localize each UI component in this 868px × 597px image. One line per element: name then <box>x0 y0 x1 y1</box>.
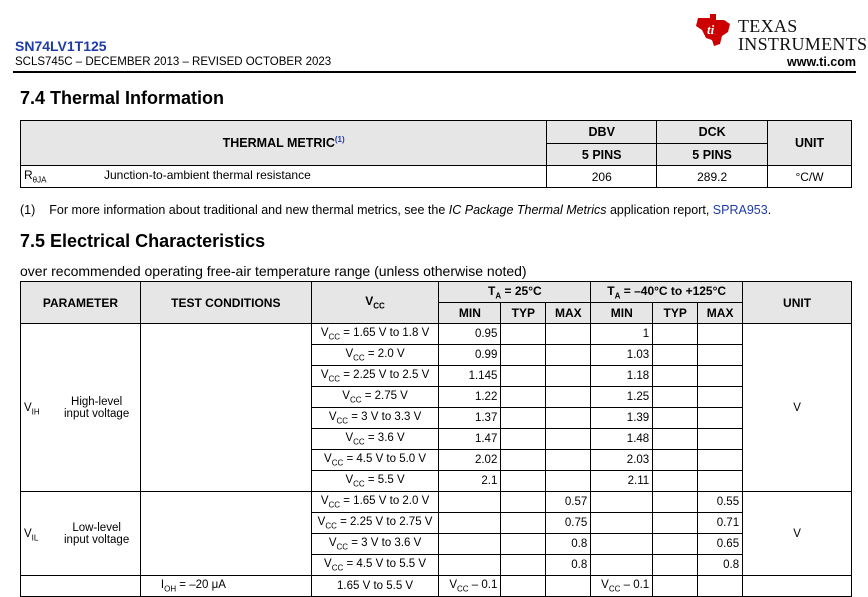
vil-conditions-cell <box>140 492 311 576</box>
typ-25c-cell <box>501 429 546 450</box>
max-ext-cell: 0.71 <box>698 513 743 534</box>
typ-25c-cell <box>501 555 546 576</box>
vcc-header: $V_{CC}$ <box>311 282 439 324</box>
test-conditions-header: TEST CONDITIONS <box>140 282 311 324</box>
logo-text-texas: TEXAS <box>738 16 798 36</box>
max-25c-cell <box>546 345 591 366</box>
min-ext-cell: 2.11 <box>591 471 653 492</box>
vih-unit-cell: V <box>743 324 852 492</box>
max-ext-cell <box>698 408 743 429</box>
max-25c-cell <box>546 366 591 387</box>
typ-25c-cell <box>501 471 546 492</box>
max-header-ext: MAX <box>698 303 743 324</box>
thermal-param-cell: $R_{\theta JA}$ Junction-to-ambient thermal resistance <box>21 166 547 188</box>
max-25c-cell: 0.8 <box>546 555 591 576</box>
partial-typext-cell <box>653 576 698 597</box>
min-25c-cell <box>439 534 501 555</box>
min-ext-cell: 1 <box>591 324 653 345</box>
min-25c-cell: 1.22 <box>439 387 501 408</box>
electrical-table <box>20 281 852 597</box>
max-25c-cell <box>546 471 591 492</box>
max-ext-cell <box>698 366 743 387</box>
website-url[interactable]: www.ti.com <box>787 55 856 69</box>
vil-param-cell <box>21 492 141 576</box>
logo-text-instruments: INSTRUMENTS <box>738 34 868 54</box>
min-header-ext: MIN <box>591 303 653 324</box>
param-header: PARAMETER <box>21 282 141 324</box>
typ-ext-cell <box>653 324 698 345</box>
max-ext-cell: 0.8 <box>698 555 743 576</box>
vcc-condition-cell: $V_{CC} = 2.25$ V to 2.75 V <box>311 513 439 534</box>
typ-header-ext: TYP <box>653 303 698 324</box>
vih-param-cell <box>21 324 141 492</box>
min-ext-cell: 1.48 <box>591 429 653 450</box>
typ-25c-cell <box>501 387 546 408</box>
typ-ext-cell <box>653 471 698 492</box>
max-ext-cell <box>698 471 743 492</box>
thermal-footnote: (1) For more information about traditional and new thermal metrics, see the IC Package Thermal Metrics application report, SPRA953. <box>20 203 772 217</box>
thermal-unit-header: UNIT <box>768 121 852 166</box>
max-ext-cell <box>698 324 743 345</box>
partial-cond-cell: $I_{OH} = -20$ μA <box>140 576 311 597</box>
thermal-metric-header: THERMAL METRIC$^{(1)}$ <box>21 121 547 166</box>
vih-symbol: $V_{IH}$ <box>24 401 40 416</box>
min-25c-cell <box>439 555 501 576</box>
min-ext-cell <box>591 534 653 555</box>
max-25c-cell <box>546 450 591 471</box>
vcc-condition-cell: $V_{CC} = 2.75$ V <box>311 387 439 408</box>
vil-unit-cell: V <box>743 492 852 576</box>
vcc-condition-cell: $V_{CC} = 1.65$ V to 1.8 V <box>311 324 439 345</box>
elec-unit-header: UNIT <box>743 282 852 324</box>
vih-conditions-cell <box>140 324 311 492</box>
min-25c-cell: 0.95 <box>439 324 501 345</box>
typ-25c-cell <box>501 534 546 555</box>
footnote-link[interactable]: (1) <box>334 135 345 145</box>
max-25c-cell: 0.57 <box>546 492 591 513</box>
spra953-link[interactable]: SPRA953 <box>712 203 768 217</box>
typ-ext-cell <box>653 345 698 366</box>
max-header: MAX <box>546 303 591 324</box>
vih-description: High-level input voltage <box>64 395 130 420</box>
partial-maxext-cell <box>698 576 743 597</box>
vil-description: Low-level input voltage <box>64 521 130 546</box>
max-25c-cell <box>546 408 591 429</box>
min-ext-cell: 1.25 <box>591 387 653 408</box>
vcc-condition-cell: $V_{CC} = 4.5$ V to 5.5 V <box>311 555 439 576</box>
max-ext-cell <box>698 387 743 408</box>
typ-25c-cell <box>501 345 546 366</box>
table-row <box>21 166 852 188</box>
max-ext-cell <box>698 345 743 366</box>
partial-minext-cell: $V_{CC} - 0.1$ <box>591 576 653 597</box>
thermal-unit-value: °C/W <box>768 166 852 188</box>
typ-25c-cell <box>501 513 546 534</box>
max-ext-cell <box>698 429 743 450</box>
partial-param-cell <box>21 576 141 597</box>
pkg-dbv-header: DBV <box>547 121 657 144</box>
typ-ext-cell <box>653 387 698 408</box>
min-25c-cell <box>439 513 501 534</box>
typ-25c-cell <box>501 492 546 513</box>
ti-logo-icon <box>694 12 734 48</box>
section-title-electrical: 7.5 Electrical Characteristics <box>20 231 266 251</box>
header-divider <box>13 71 856 73</box>
vcc-condition-cell: $V_{CC} = 2.0$ V <box>311 345 439 366</box>
min-25c-cell: 2.1 <box>439 471 501 492</box>
typ-25c-cell <box>501 324 546 345</box>
ti-logo[interactable] <box>694 12 868 54</box>
typ-ext-cell <box>653 534 698 555</box>
min-25c-cell: 1.37 <box>439 408 501 429</box>
max-25c-cell <box>546 429 591 450</box>
partial-vcc-cell: 1.65 V to 5.5 V <box>311 576 439 597</box>
vil-symbol: $V_{IL}$ <box>24 527 39 542</box>
max-25c-cell <box>546 324 591 345</box>
thermal-table <box>20 120 852 188</box>
min-ext-cell: 1.18 <box>591 366 653 387</box>
partial-typ25-cell <box>501 576 546 597</box>
max-ext-cell: 0.65 <box>698 534 743 555</box>
table-row <box>21 492 852 513</box>
typ-ext-cell <box>653 555 698 576</box>
min-ext-cell <box>591 555 653 576</box>
typ-ext-cell <box>653 513 698 534</box>
typ-ext-cell <box>653 408 698 429</box>
table-row <box>21 324 852 345</box>
max-25c-cell: 0.75 <box>546 513 591 534</box>
ta25-header: $T_A = 25^\circ C$ <box>439 282 591 303</box>
min-ext-cell <box>591 492 653 513</box>
vcc-condition-cell: $V_{CC} = 2.25$ V to 2.5 V <box>311 366 439 387</box>
min-25c-cell: 0.99 <box>439 345 501 366</box>
typ-ext-cell <box>653 492 698 513</box>
document-revision-line: SCLS745C – DECEMBER 2013 – REVISED OCTOBER 2023 <box>15 56 332 68</box>
pkg-dck-pins: 5 PINS <box>657 144 768 166</box>
svg-text:ti: ti <box>707 22 715 37</box>
max-ext-cell <box>698 450 743 471</box>
typ-ext-cell <box>653 450 698 471</box>
part-number[interactable]: SN74LV1T125 <box>15 38 107 54</box>
max-ext-cell: 0.55 <box>698 492 743 513</box>
vcc-condition-cell: $V_{CC} = 3.6$ V <box>311 429 439 450</box>
section-title-thermal: 7.4 Thermal Information <box>20 88 225 108</box>
min-25c-cell: 2.02 <box>439 450 501 471</box>
electrical-conditions-note: over recommended operating free-air temperature range (unless otherwise noted) <box>20 263 527 279</box>
table-row-partial <box>21 576 852 597</box>
typ-ext-cell <box>653 366 698 387</box>
pkg-dbv-pins: 5 PINS <box>547 144 657 166</box>
typ-25c-cell <box>501 366 546 387</box>
min-header: MIN <box>439 303 501 324</box>
max-25c-cell <box>546 387 591 408</box>
typ-25c-cell <box>501 450 546 471</box>
partial-min25-cell: $V_{CC} - 0.1$ <box>439 576 501 597</box>
vcc-condition-cell: $V_{CC} = 4.5$ V to 5.0 V <box>311 450 439 471</box>
partial-max25-cell <box>546 576 591 597</box>
min-25c-cell: 1.145 <box>439 366 501 387</box>
min-ext-cell <box>591 513 653 534</box>
thermal-dck-value: 289.2 <box>657 166 768 188</box>
vcc-condition-cell: $V_{CC} = 5.5$ V <box>311 471 439 492</box>
min-ext-cell: 2.03 <box>591 450 653 471</box>
vcc-condition-cell: $V_{CC} = 3$ V to 3.6 V <box>311 534 439 555</box>
typ-ext-cell <box>653 429 698 450</box>
min-ext-cell: 1.03 <box>591 345 653 366</box>
max-25c-cell: 0.8 <box>546 534 591 555</box>
partial-unit-cell <box>743 576 852 597</box>
thermal-dbv-value: 206 <box>547 166 657 188</box>
min-ext-cell: 1.39 <box>591 408 653 429</box>
typ-header: TYP <box>501 303 546 324</box>
min-25c-cell <box>439 492 501 513</box>
pkg-dck-header: DCK <box>657 121 768 144</box>
typ-25c-cell <box>501 408 546 429</box>
vcc-condition-cell: $V_{CC} = 1.65$ V to 2.0 V <box>311 492 439 513</box>
vcc-condition-cell: $V_{CC} = 3$ V to 3.3 V <box>311 408 439 429</box>
min-25c-cell: 1.47 <box>439 429 501 450</box>
taext-header: $T_A = -40^\circ C$ to +125°C <box>591 282 743 303</box>
